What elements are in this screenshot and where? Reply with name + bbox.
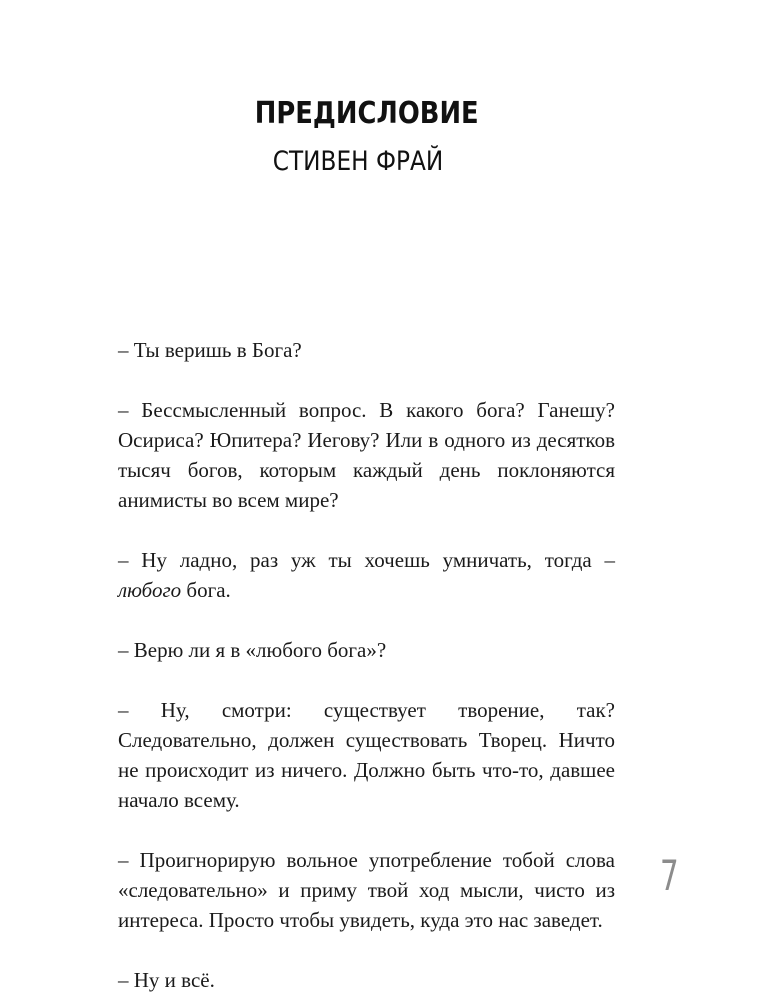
author-name: СТИВЕН ФРАЙ bbox=[272, 146, 444, 177]
paragraph: – Ну и всё. bbox=[118, 968, 215, 992]
paragraph: – Верю ли я в «любого бога»? bbox=[118, 638, 387, 662]
emphasis-text: любого bbox=[118, 578, 182, 602]
paragraph: – Ну, смотри: существует творение, так? Следовательно, должен существовать Творец. Ничто не происходит из ничего. Должно быть что-то, давшее начало всему. bbox=[118, 698, 615, 812]
chapter-title: ПРЕДИСЛОВИЕ bbox=[254, 96, 479, 131]
paragraph-text: – Ну ладно, раз уж ты хочешь умничать, тогда – bbox=[118, 548, 615, 572]
paragraph-text: бога. bbox=[181, 578, 231, 602]
paragraph: – Ты веришь в Бога? bbox=[118, 338, 302, 362]
body-text bbox=[118, 335, 615, 995]
page-number: 7 bbox=[660, 851, 679, 900]
paragraph: – Проигнорирую вольное употребление тобой слова «следовательно» и приму твой ход мысли, чисто из интереса. Просто чтобы увидеть, куда это нас заведет. bbox=[118, 848, 615, 932]
paragraph bbox=[118, 545, 615, 605]
paragraph: – Бессмысленный вопрос. В какого бога? Ганешу? Осириса? Юпитера? Иегову? Или в одного из десятков тысяч богов, которым каждый день поклоняются анимисты во всем мире? bbox=[118, 398, 615, 512]
